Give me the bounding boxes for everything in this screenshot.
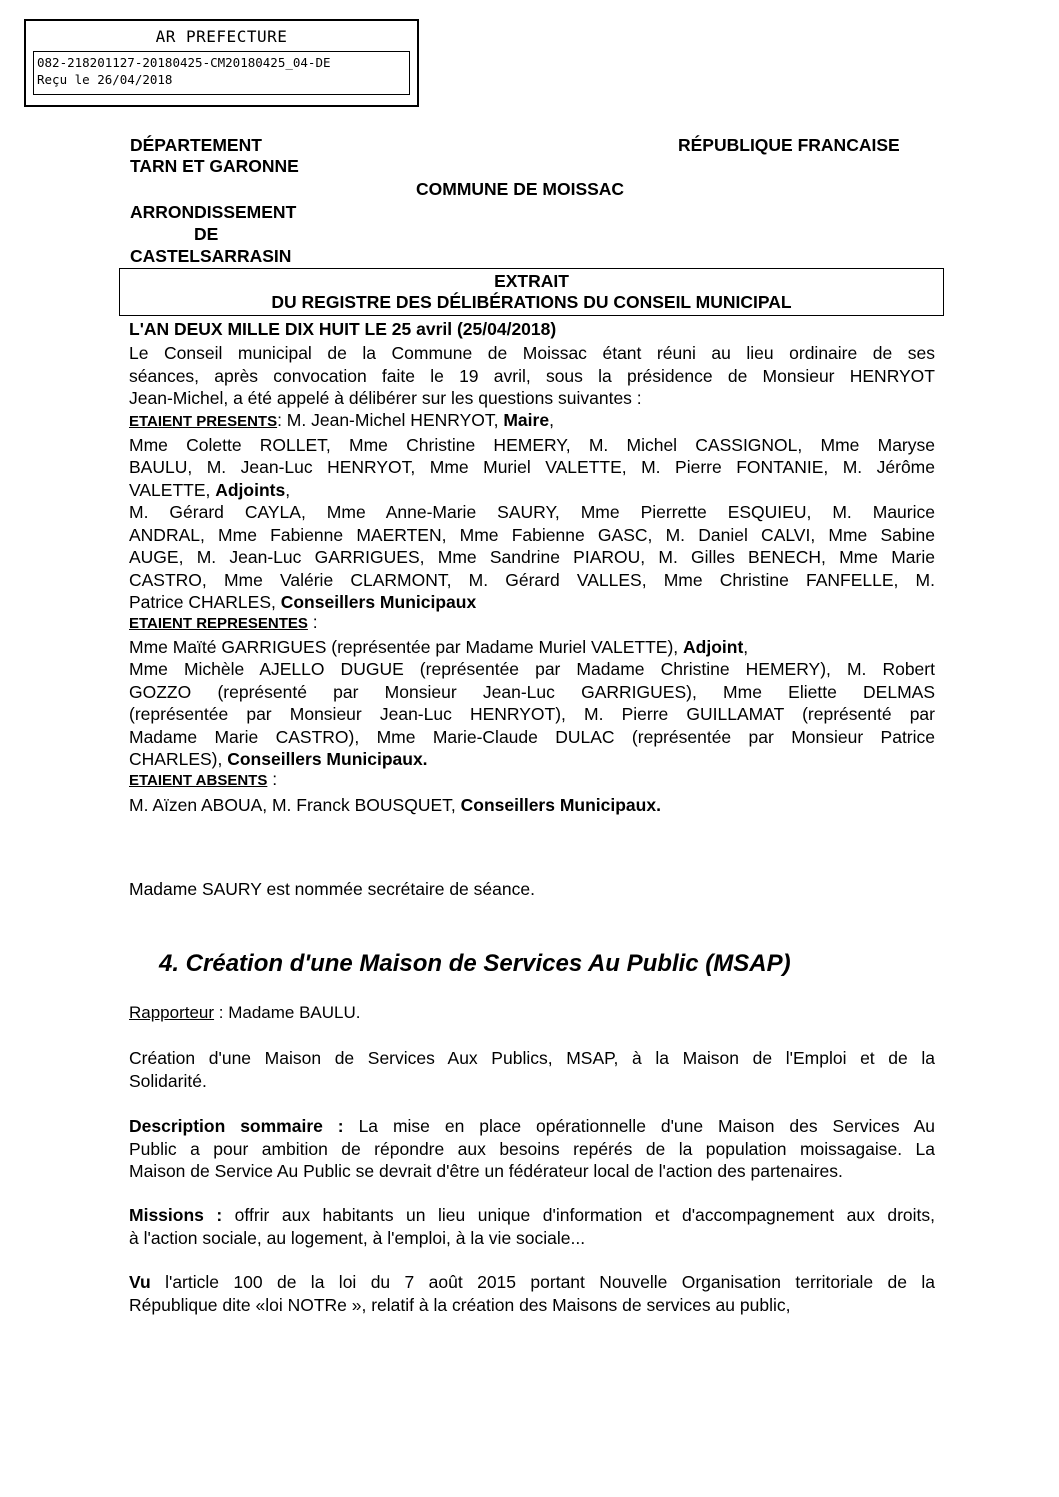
stamp-reference-box [33, 51, 410, 95]
arrondissement-de: DE [194, 224, 219, 244]
representes-label: ETAIENT REPRESENTES [129, 615, 308, 632]
secretaire-line: Madame SAURY est nommée secrétaire de séance. [129, 879, 535, 899]
registre-title: DU REGISTRE DES DÉLIBÉRATIONS DU CONSEIL MUNICIPAL [271, 292, 792, 312]
arrondissement-name: CASTELSARRASIN [130, 246, 292, 266]
rapporteur-label: Rapporteur [129, 1003, 215, 1022]
presents-label: ETAIENT PRESENTS [129, 413, 278, 430]
presents-section: ETAIENT PRESENTS: M. Jean-Michel HENRYOT, Maire, Mme Colette ROLLET, Mme Christine HEMERY, M. Michel CASSIGNOL, Mme Maryse BAULU, M. Jean-Luc HENRYOT, Mme Muriel VALETTE, M. Pierre FONTANIE, M. Jérôme VALETTE, Adjoints, M. Gérard CAYLA, Mme Anne-Marie SAURY, Mme Pierrette ESQUIEU, M. Maurice ANDRAL, Mme Fabienne MAERTEN, Mme Fabienne GASC, M. Daniel CALVI, Mme Sabine AUGE, M. Jean-Luc GARRIGUES, Mme Sandrine PIAROU, M. Gilles BENECH, Mme Marie CASTRO, Mme Valérie CLARMONT, M. Gérard VALLES, Mme Christine FANFELLE, M. Patrice CHARLES, Conseillers Municipaux [129, 410, 935, 612]
creation-paragraph: Création d'une Maison de Services Aux Publics, MSAP, à la Maison de l'Emploi et de la Solidarité. [129, 1048, 935, 1091]
representes-section: ETAIENT REPRESENTES : Mme Maïté GARRIGUES (représentée par Madame Muriel VALETTE), Adjoint, Mme Michèle AJELLO DUGUE (représentée par Madame Christine HEMERY), M. Robert GOZZO (représenté par Monsieur Jean-Luc GARRIGUES), Mme Eliette DELMAS (représentée par Monsieur Jean-Luc HENRYOT), M. Pierre GUILLAMAT (représenté par Madame Marie CASTRO), Mme Marie-Claude DULAC (représentée par Monsieur Patrice CHARLES), Conseillers Municipaux. [129, 612, 935, 769]
republique-label: RÉPUBLIQUE FRANCAISE [678, 135, 900, 155]
session-intro: Le Conseil municipal de la Commune de Moissac étant réuni au lieu ordinaire de ses séances, après convocation faite le 19 avril, sous la présidence de Monsieur HENRYOT Jean-Michel, a été appelé à délibérer sur les questions suivantes : [129, 343, 935, 408]
vu-label: Vu [129, 1272, 151, 1292]
rapporteur-line: Rapporteur : Madame BAULU. [129, 1003, 361, 1022]
prefecture-stamp [24, 19, 419, 107]
departement-label: DÉPARTEMENT [130, 135, 262, 155]
stamp-received-date: Reçu le 26/04/2018 [37, 72, 173, 87]
extrait-title: EXTRAIT [494, 271, 569, 291]
section-title: 4. Création d'une Maison de Services Au Public (MSAP) [159, 950, 791, 977]
session-date: L'AN DEUX MILLE DIX HUIT LE 25 avril (25/04/2018) [129, 319, 557, 339]
vu-paragraph: Vu l'article 100 de la loi du 7 août 2015 portant Nouvelle Organisation territoriale de la République dite «loi NOTRe », relatif à la création des Maisons de services au public, [129, 1272, 935, 1315]
absents-section: ETAIENT ABSENTS : M. Aïzen ABOUA, M. Franck BOUSQUET, Conseillers Municipaux. [129, 769, 661, 815]
missions-label: Missions : [129, 1205, 223, 1225]
description-paragraph: Description sommaire : La mise en place opérationnelle d'une Maison des Services Au Public a pour ambition de répondre aux besoins repérés de la population moissagaise. La Maison de Service Au Public se devrait d'être un fédérateur local de l'action des partenaires. [129, 1116, 936, 1181]
extrait-box [119, 268, 944, 316]
commune-label: COMMUNE DE MOISSAC [416, 179, 625, 199]
departement-name: TARN ET GARONNE [130, 156, 299, 176]
stamp-reference: 082-218201127-20180425-CM20180425_04-DE [37, 55, 331, 70]
arrondissement-label: ARRONDISSEMENT [130, 202, 297, 222]
absents-label: ETAIENT ABSENTS [129, 772, 268, 789]
description-label: Description sommaire : [129, 1116, 344, 1136]
presents-maire-line: ETAIENT PRESENTS: M. Jean-Michel HENRYOT, Maire, [129, 410, 554, 430]
stamp-title: AR PREFECTURE [155, 27, 288, 46]
missions-paragraph: Missions : offrir aux habitants un lieu unique d'information et d'accompagnement aux droits, à l'action sociale, au logement, à l'emploi, à la vie sociale... [129, 1205, 935, 1248]
